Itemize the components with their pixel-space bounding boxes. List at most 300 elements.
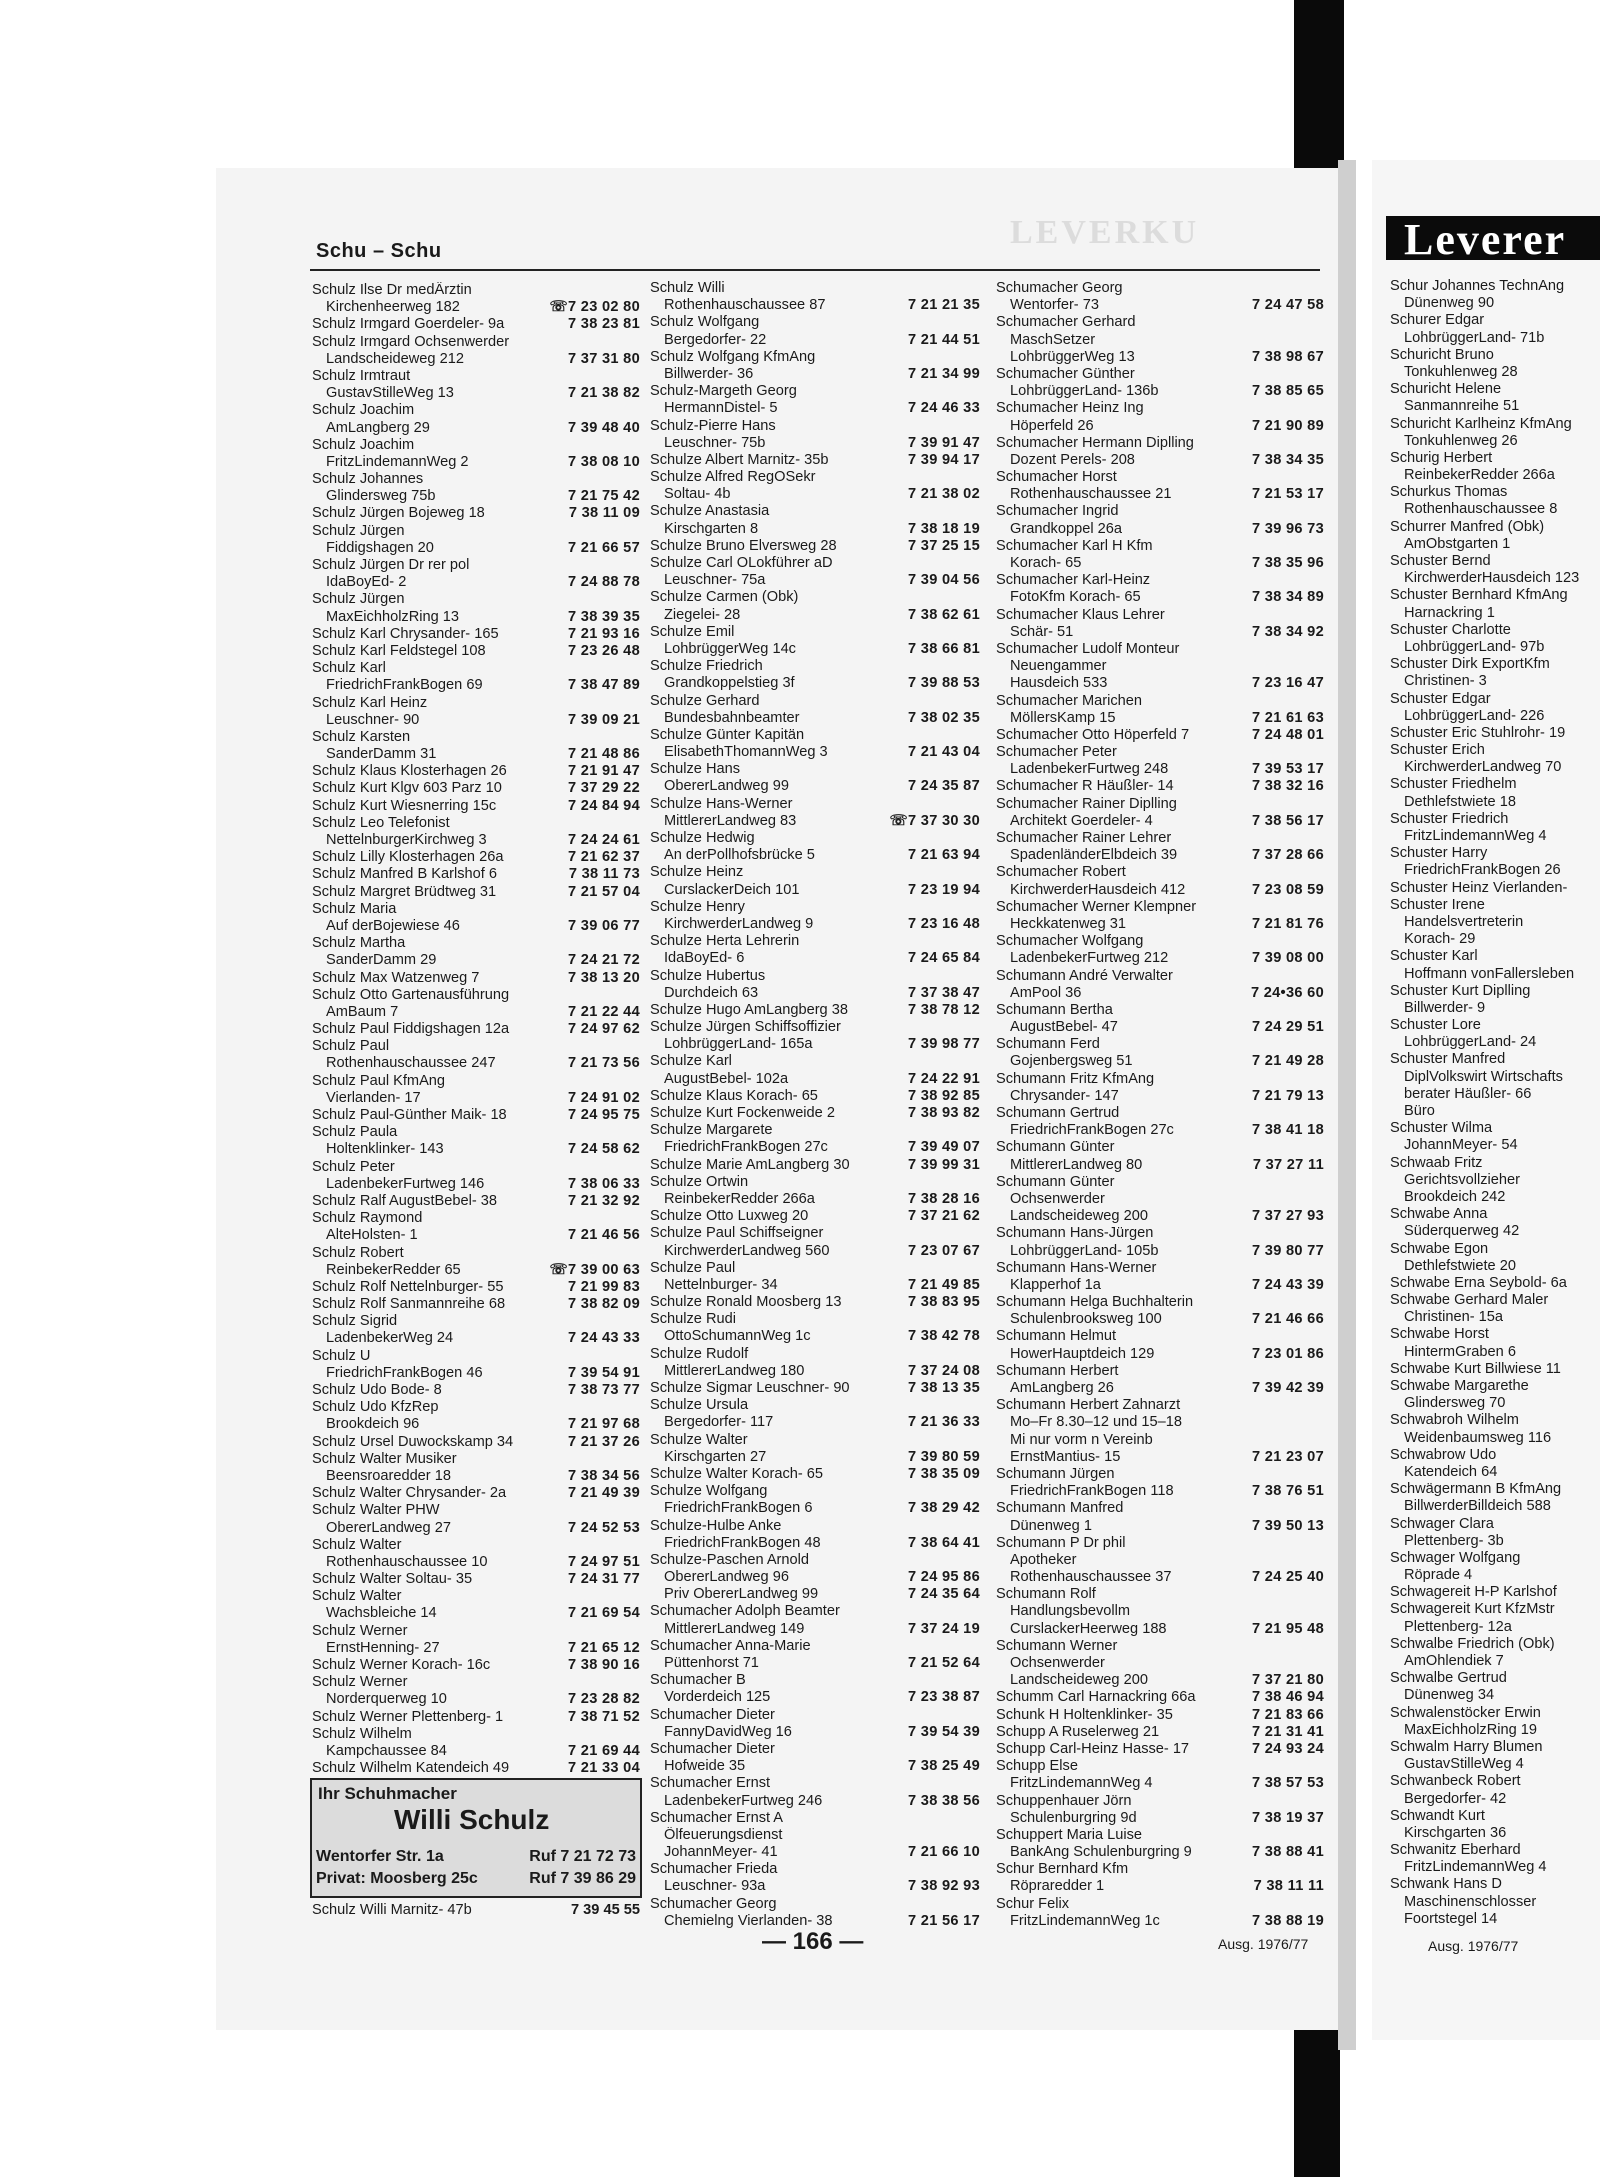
- advertisement-box: [310, 1778, 642, 1898]
- listing-row: [996, 813, 1324, 830]
- listing-name: Schulz Paula: [312, 1124, 398, 1141]
- listing-row: [650, 1483, 980, 1500]
- listing-name: Schuster Edgar: [1390, 690, 1491, 707]
- listing-row: [650, 1844, 980, 1861]
- listing-phone: 7 21 38 02: [908, 486, 980, 503]
- listing-name: Schulze Herta Lehrerin: [650, 933, 800, 950]
- listing-name: LadenbekerFurtweg 246: [664, 1792, 823, 1809]
- listing-name: Schulz U: [312, 1347, 371, 1364]
- listing-phone: 7 39 08 00: [1252, 950, 1324, 967]
- listing-row: [312, 1193, 640, 1210]
- listing-row: [1390, 312, 1600, 329]
- listing-phone: 7 21 46 56: [568, 1227, 640, 1244]
- listing-row: [996, 1689, 1324, 1706]
- listing-phone: 7 37 27 93: [1252, 1208, 1324, 1225]
- listing-row: [312, 437, 640, 454]
- listing-name: Schulz Walter: [312, 1536, 402, 1553]
- listing-row: [1390, 1155, 1600, 1172]
- listing-row: [1390, 364, 1600, 381]
- listing-row: [996, 1328, 1324, 1345]
- listing-name: Schumacher Rainer Diplling: [996, 795, 1177, 812]
- listing-phone: 7 24 84 94: [568, 797, 640, 814]
- listing-row: [312, 1399, 640, 1416]
- listing-row: [650, 864, 980, 881]
- listing-name: Schulz Walter Musiker: [312, 1450, 457, 1467]
- listing-name: Schuster Manfred: [1390, 1051, 1506, 1068]
- listing-row: [312, 918, 640, 935]
- listing-phone: 7 39 91 47: [908, 434, 980, 451]
- listing-row: [996, 864, 1324, 881]
- listing-row: [996, 727, 1324, 744]
- listing-name: Holtenklinker- 143: [326, 1141, 444, 1158]
- listing-name: Schumann Helmut: [996, 1328, 1117, 1345]
- listing-name: Schulze-Hulbe Anke: [650, 1517, 782, 1534]
- listing-row: [1390, 1000, 1600, 1017]
- listing-row: [996, 1174, 1324, 1191]
- listing-name: FriedrichFrankBogen 26: [1404, 862, 1561, 879]
- listing-name: Schupp A Ruselerweg 21: [996, 1723, 1160, 1740]
- listing-row: [1390, 1292, 1600, 1309]
- listing-row: [312, 1434, 640, 1451]
- listing-name: Schuster Harry: [1390, 845, 1488, 862]
- listing-phone: 7 21 79 13: [1252, 1087, 1324, 1104]
- listing-name: Schulz Wolfgang: [650, 314, 760, 331]
- listing-phone: 7 21 34 99: [908, 365, 980, 382]
- listing-name: Schur Felix: [996, 1895, 1069, 1912]
- listing-row: [650, 1878, 980, 1895]
- listing-name: Schumacher Heinz Ing: [996, 400, 1144, 417]
- listing-row: [996, 933, 1324, 950]
- listing-name: LadenbekerWeg 24: [326, 1330, 454, 1347]
- listing-name: Schulenburgring 9d: [1010, 1809, 1137, 1826]
- edition-label-right: Ausg. 1976/77: [1428, 1938, 1519, 1954]
- listing-name: Schumacher Wolfgang: [996, 933, 1144, 950]
- listing-row: [1390, 1533, 1600, 1550]
- listing-phone: 7 21 66 57: [568, 539, 640, 556]
- listing-name: LohbrüggerLand- 24: [1404, 1034, 1537, 1051]
- listing-name: Schumacher Ernst A: [650, 1809, 784, 1826]
- listing-name: Handlungsbevollm: [1010, 1603, 1131, 1620]
- listing-name: FriedrichFrankBogen 46: [326, 1364, 483, 1381]
- listing-row: [996, 607, 1324, 624]
- listing-name: Schulz Paul: [312, 1038, 390, 1055]
- listing-row: [650, 314, 980, 331]
- listing-name: Schulze Rudolf: [650, 1345, 749, 1362]
- listing-phone: 7 38 19 37: [1252, 1809, 1324, 1826]
- listing-row: [650, 710, 980, 727]
- listing-phone: 7 38 18 19: [908, 520, 980, 537]
- listing-name: Schur Bernhard Kfm: [996, 1861, 1129, 1878]
- listing-name: Schulz Margret Brüdtweg 31: [312, 883, 497, 900]
- listing-name: Schumacher Hermann Diplling: [996, 434, 1194, 451]
- listing-row: [650, 486, 980, 503]
- listing-name: KirchwerderLandweg 70: [1404, 759, 1562, 776]
- listing-phone: 7 24 29 51: [1252, 1019, 1324, 1036]
- listing-phone: 7 39 99 31: [908, 1156, 980, 1173]
- listing-name: Ochsenwerder: [1010, 1190, 1105, 1207]
- listing-row: [312, 1245, 640, 1262]
- listing-row: [312, 1124, 640, 1141]
- listing-row: [650, 1793, 980, 1810]
- listing-name: Durchdeich 63: [664, 984, 759, 1001]
- listing-phone: 7 38 93 82: [908, 1105, 980, 1121]
- listing-row: [312, 1279, 640, 1296]
- listing-row: [1390, 948, 1600, 965]
- listing-row: [1390, 381, 1600, 398]
- listing-row: [1390, 501, 1600, 518]
- listing-name: FritzLindemannWeg 4: [1404, 828, 1547, 844]
- listing-phone: 7 24 95 75: [568, 1107, 640, 1123]
- listing-phone: 7 38 57 53: [1252, 1775, 1324, 1792]
- listing-row: [1390, 1034, 1600, 1051]
- listing-row: [312, 557, 640, 574]
- listing-name: Rothenhauschaussee 37: [1010, 1569, 1172, 1586]
- listing-row: [312, 1537, 640, 1554]
- listing-row: [650, 1414, 980, 1431]
- listing-name: Schumacher Dieter: [650, 1706, 775, 1723]
- listing-name: Schulz Maria: [312, 900, 397, 917]
- listing-name: Schuster Lore: [1390, 1017, 1481, 1034]
- listing-name: Schulz Joachim: [312, 436, 415, 453]
- listing-name: Christinen- 3: [1404, 673, 1487, 690]
- listing-name: MittlererLandweg 149: [664, 1620, 805, 1637]
- listing-row: [650, 1586, 980, 1603]
- listing-name: FriedrichFrankBogen 69: [326, 677, 483, 694]
- listing-row: [996, 486, 1324, 503]
- listing-phone: 7 38 42 78: [908, 1328, 980, 1345]
- listing-name: Schulze Rudi: [650, 1311, 736, 1328]
- listing-name: Beensroaredder 18: [326, 1467, 451, 1484]
- listing-row: [996, 1878, 1324, 1895]
- listing-row: [650, 899, 980, 916]
- listing-name: Schumann P Dr phil: [996, 1534, 1126, 1551]
- listing-phone: 7 38 83 95: [908, 1294, 980, 1311]
- listing-row: [650, 1346, 980, 1363]
- listing-name: Bergedorfer- 22: [664, 331, 767, 348]
- listing-name: Schulz Jürgen Dr rer pol: [312, 557, 470, 573]
- listing-row: [650, 1036, 980, 1053]
- listing-name: Schulze Hugo AmLangberg 38: [650, 1001, 848, 1018]
- listing-name: Rothenhauschaussee 21: [1010, 486, 1172, 503]
- listing-row: [312, 1468, 640, 1485]
- listing-name: Schurkus Thomas: [1390, 484, 1508, 501]
- listing-row: [1390, 742, 1600, 759]
- listing-row: [1390, 828, 1600, 845]
- column-1: [312, 282, 640, 1777]
- listing-name: Mo–Fr 8.30–12 und 15–18: [1010, 1414, 1183, 1431]
- listing-name: Schulz-Margeth Georg: [650, 383, 797, 400]
- listing-name: Schulze Ronald Moosberg 13: [650, 1294, 842, 1311]
- listing-phone: 7 21 97 68: [568, 1416, 640, 1433]
- listing-row: [996, 469, 1324, 486]
- listing-phone: 7 21 31 41: [1252, 1723, 1324, 1740]
- listing-name: Chemielng Vierlanden- 38: [664, 1912, 833, 1929]
- listing-row: [1390, 1808, 1600, 1825]
- listing-phone: 7 38 76 51: [1252, 1483, 1324, 1500]
- listing-phone: ☏7 37 30 30: [889, 812, 980, 829]
- listing-name: Schulze Walter Korach- 65: [650, 1465, 824, 1482]
- listing-row: [996, 589, 1324, 606]
- listing-row: [312, 1623, 640, 1640]
- listing-row: [312, 832, 640, 849]
- listing-row: [650, 1380, 980, 1397]
- listing-phone: 7 38 85 65: [1252, 383, 1324, 400]
- listing-name: Schulze Günter Kapitän: [650, 726, 805, 743]
- listing-row: [650, 280, 980, 297]
- listing-name: Schulze Walter: [650, 1431, 748, 1448]
- listing-name: Schulze Alfred RegOSekr: [650, 469, 816, 486]
- listing-row: [312, 540, 640, 557]
- listing-row: [312, 1691, 640, 1708]
- listing-name: Schulenbrooksweg 100: [1010, 1311, 1162, 1328]
- listing-row: [312, 505, 640, 522]
- listing-phone: 7 21 57 04: [568, 883, 640, 900]
- listing-row: [996, 830, 1324, 847]
- listing-row: [1390, 587, 1600, 604]
- listing-row: [312, 1605, 640, 1622]
- listing-phone: 7 38 92 93: [908, 1878, 980, 1895]
- listing-row: [1390, 347, 1600, 364]
- listing-phone: 7 23 07 67: [908, 1242, 980, 1259]
- listing-phone: 7 38 64 41: [908, 1534, 980, 1551]
- listing-row: [312, 1709, 640, 1726]
- listing-phone: 7 24 52 53: [568, 1519, 640, 1536]
- listing-phone: 7 23 19 94: [908, 881, 980, 898]
- listing-row: [312, 1159, 640, 1176]
- listing-name: AlteHolsten- 1: [326, 1227, 418, 1244]
- listing-name: Korach- 29: [1404, 931, 1476, 948]
- listing-row: [650, 400, 980, 417]
- listing-row: [650, 761, 980, 778]
- listing-row: [1390, 1326, 1600, 1343]
- listing-name: Hofweide 35: [664, 1758, 746, 1775]
- listing-name: LohbrüggerLand- 105b: [1010, 1242, 1159, 1259]
- listing-name: Schulz Paul-Günther Maik- 18: [312, 1107, 507, 1123]
- listing-name: Schulze Carl OLokführer aD: [650, 555, 833, 571]
- listing-row: [650, 538, 980, 555]
- listing-name: Schulz Karsten: [312, 728, 411, 745]
- listing-name: Schupp Carl-Heinz Hasse- 17: [996, 1740, 1190, 1757]
- listing-phone: 7 24 35 64: [908, 1586, 980, 1603]
- listing-name: Schulz Jürgen Bojeweg 18: [312, 505, 485, 522]
- listing-name: MaschSetzer: [1010, 331, 1096, 348]
- listing-name: ReinbekerRedder 266a: [664, 1190, 815, 1207]
- listing-row: [996, 950, 1324, 967]
- listing-phone: 7 38 38 56: [908, 1792, 980, 1809]
- listing-name: IdaBoyEd- 6: [664, 950, 745, 967]
- listing-phone: 7 37 27 11: [1252, 1156, 1324, 1173]
- listing-row: [996, 968, 1324, 985]
- listing-name: Schwalbe Friedrich (Obk): [1390, 1635, 1555, 1652]
- listing-row: [996, 1088, 1324, 1105]
- listing-name: FritzLindemannWeg 4: [1010, 1775, 1153, 1792]
- listing-phone: 7 24 24 61: [568, 832, 640, 848]
- listing-row: [996, 624, 1324, 641]
- listing-name: Apotheker: [1010, 1551, 1077, 1568]
- listing-phone: 7 38 92 85: [908, 1087, 980, 1104]
- listing-name: Schulz Jürgen: [312, 522, 405, 539]
- listing-row: [1390, 1069, 1600, 1086]
- listing-phone: 7 38 56 17: [1252, 812, 1324, 829]
- listing-row: [312, 1502, 640, 1519]
- listing-row: [650, 675, 980, 692]
- listing-row: [1390, 1516, 1600, 1533]
- listing-row: [312, 901, 640, 918]
- listing-row: [1390, 605, 1600, 622]
- listing-row: [1390, 398, 1600, 415]
- listing-row: [650, 435, 980, 452]
- listing-row: [650, 1449, 980, 1466]
- listing-row: [996, 1363, 1324, 1380]
- listing-name: Christinen- 15a: [1404, 1309, 1503, 1326]
- listing-row: [996, 675, 1324, 692]
- listing-name: Schumacher Günther: [996, 365, 1135, 382]
- listing-row: [312, 1262, 640, 1279]
- listing-row: [650, 1243, 980, 1260]
- listing-phone: 7 21 95 48: [1252, 1620, 1324, 1637]
- listing-name: Bergedorfer- 117: [664, 1414, 774, 1431]
- listing-name: Schuster Charlotte: [1390, 621, 1511, 638]
- listing-row: [1390, 1241, 1600, 1258]
- listing-name: Schuppert Maria Luise: [996, 1826, 1143, 1843]
- column-4: [1390, 278, 1600, 1928]
- listing-name: ErnstMantius- 15: [1010, 1448, 1121, 1465]
- listing-phone: 7 23 28 82: [568, 1691, 640, 1708]
- listing-row: [996, 435, 1324, 452]
- listing-name: Priv ObererLandweg 99: [664, 1586, 819, 1603]
- listing-name: Schumann Jürgen: [996, 1465, 1115, 1482]
- listing-row: [996, 1260, 1324, 1277]
- listing-name: Süderquerweg 42: [1404, 1223, 1520, 1240]
- listing-row: [312, 523, 640, 540]
- listing-row: [650, 727, 980, 744]
- listing-row: [996, 658, 1324, 675]
- listing-phone: 7 38 02 35: [908, 709, 980, 726]
- listing-row: [650, 1741, 980, 1758]
- listing-name: Schulz Willi: [650, 280, 725, 296]
- listing-name: Schulz Otto Gartenausführung: [312, 986, 510, 1003]
- listing-name: JohannMeyer- 41: [664, 1844, 778, 1861]
- listing-name: Schumacher Otto Höperfeld 7: [996, 726, 1190, 743]
- listing-row: [650, 830, 980, 847]
- listing-name: Schulz Walter Chrysander- 2a: [312, 1485, 507, 1502]
- listing-phone: 7 39 53 17: [1252, 761, 1324, 778]
- listing-name: Schuster Wilma: [1390, 1120, 1493, 1137]
- listing-name: BillwerderBilldeich 588: [1404, 1498, 1551, 1515]
- listing-phone: 7 24 48 01: [1252, 726, 1324, 743]
- listing-name: Kirschgarten 8: [664, 520, 759, 537]
- listing-row: [650, 1311, 980, 1328]
- listing-phone: 7 24 58 62: [568, 1141, 640, 1158]
- listing-name: CurslackerHeerweg 188: [1010, 1620, 1167, 1637]
- listing-row: [996, 1002, 1324, 1019]
- listing-name: Schulz Paul Fiddigshagen 12a: [312, 1021, 510, 1038]
- listing-row: [1390, 880, 1600, 897]
- tape-top: [1294, 0, 1344, 170]
- listing-name: Schumann Fritz KfmAng: [996, 1070, 1155, 1087]
- listing-phone: 7 37 25 15: [908, 537, 980, 554]
- listing-row: [1390, 862, 1600, 879]
- right-page-title: Leverer: [1404, 215, 1567, 264]
- listing-row: [996, 1535, 1324, 1552]
- listing-row: [312, 815, 640, 832]
- listing-row: [650, 332, 980, 349]
- listing-row: [1390, 1412, 1600, 1429]
- listing-name: KirchwerderHausdeich 412: [1010, 881, 1186, 898]
- listing-row: [996, 349, 1324, 366]
- listing-name: Röprade 4: [1404, 1567, 1473, 1584]
- bleed-through-text: LEVERKU: [1010, 214, 1200, 251]
- listing-name: Schulze Ursula: [650, 1397, 749, 1414]
- listing-row: [1390, 1567, 1600, 1584]
- listing-phone: 7 21 49 39: [568, 1485, 640, 1502]
- listing-row: [650, 1466, 980, 1483]
- listing-name: Sanmannreihe 51: [1404, 398, 1520, 415]
- listing-row: [312, 488, 640, 505]
- listing-row: [312, 1073, 640, 1090]
- listing-name: Schulze Anastasia: [650, 503, 770, 520]
- listing-name: SpadenländerElbdeich 39: [1010, 847, 1178, 864]
- listing-row: [1390, 983, 1600, 1000]
- listing-name: ObererLandweg 96: [664, 1569, 789, 1586]
- listing-row: [996, 314, 1324, 331]
- listing-name: Schumacher Marichen: [996, 692, 1143, 709]
- listing-phone: 7 21 23 07: [1252, 1448, 1324, 1465]
- listing-row: [650, 1432, 980, 1449]
- listing-name: LadenbekerFurtweg 212: [1010, 950, 1169, 967]
- listing-row: [996, 1483, 1324, 1500]
- listing-name: MöllersKamp 15: [1010, 709, 1116, 726]
- listing-name: Hausdeich 533: [1010, 675, 1108, 692]
- ad-phone-2: Ruf 7 39 86 29: [529, 1870, 636, 1887]
- listing-name: BankAng Schulenburgring 9: [1010, 1844, 1192, 1861]
- listing-name: Schuster Bernd: [1390, 553, 1491, 569]
- listing-name: MittlererLandweg 180: [664, 1362, 805, 1379]
- listing-phone: 7 24 88 78: [568, 574, 640, 591]
- listing-phone: 7 23 08 59: [1252, 881, 1324, 898]
- listing-phone: 7 21 62 37: [568, 849, 640, 866]
- listing-phone: 7 37 28 66: [1252, 847, 1324, 864]
- listing-row: [1390, 519, 1600, 536]
- listing-row: [1390, 1103, 1600, 1120]
- listing-name: Schär- 51: [1010, 623, 1074, 640]
- listing-row: [1390, 776, 1600, 793]
- listing-phone: 7 39 54 39: [908, 1723, 980, 1740]
- listing-row: [312, 1055, 640, 1072]
- listing-row: [996, 521, 1324, 538]
- listing-name: MaxEichholzRing 19: [1404, 1721, 1538, 1738]
- listing-row: [1390, 1584, 1600, 1601]
- listing-row: [312, 1657, 640, 1674]
- listing-name: Grandkoppelstieg 3f: [664, 675, 795, 692]
- listing-name: Schwabe Gerhard Maler: [1390, 1292, 1549, 1309]
- listing-name: Dethlefstwiete 20: [1404, 1257, 1516, 1274]
- listing-phone: 7 21 49 85: [908, 1276, 980, 1293]
- listing-name: Schulze Albert Marnitz- 35b: [650, 451, 829, 468]
- listing-name: Schwanitz Eberhard: [1390, 1842, 1521, 1859]
- listing-name: LadenbekerFurtweg 248: [1010, 761, 1169, 778]
- listing-name: LohbrüggerLand- 165a: [664, 1036, 813, 1053]
- listing-name: AmObstgarten 1: [1404, 535, 1511, 552]
- listing-phone: 7 38 11 09: [568, 505, 640, 522]
- listing-name: Leuschner- 93a: [664, 1878, 766, 1895]
- listing-phone: 7 37 31 80: [568, 350, 640, 367]
- listing-row: [996, 1414, 1324, 1431]
- listing-name: HintermGraben 6: [1404, 1343, 1516, 1360]
- listing-row: [312, 746, 640, 763]
- listing-row: [1390, 1120, 1600, 1137]
- listing-phone: 7 38 34 56: [568, 1467, 640, 1484]
